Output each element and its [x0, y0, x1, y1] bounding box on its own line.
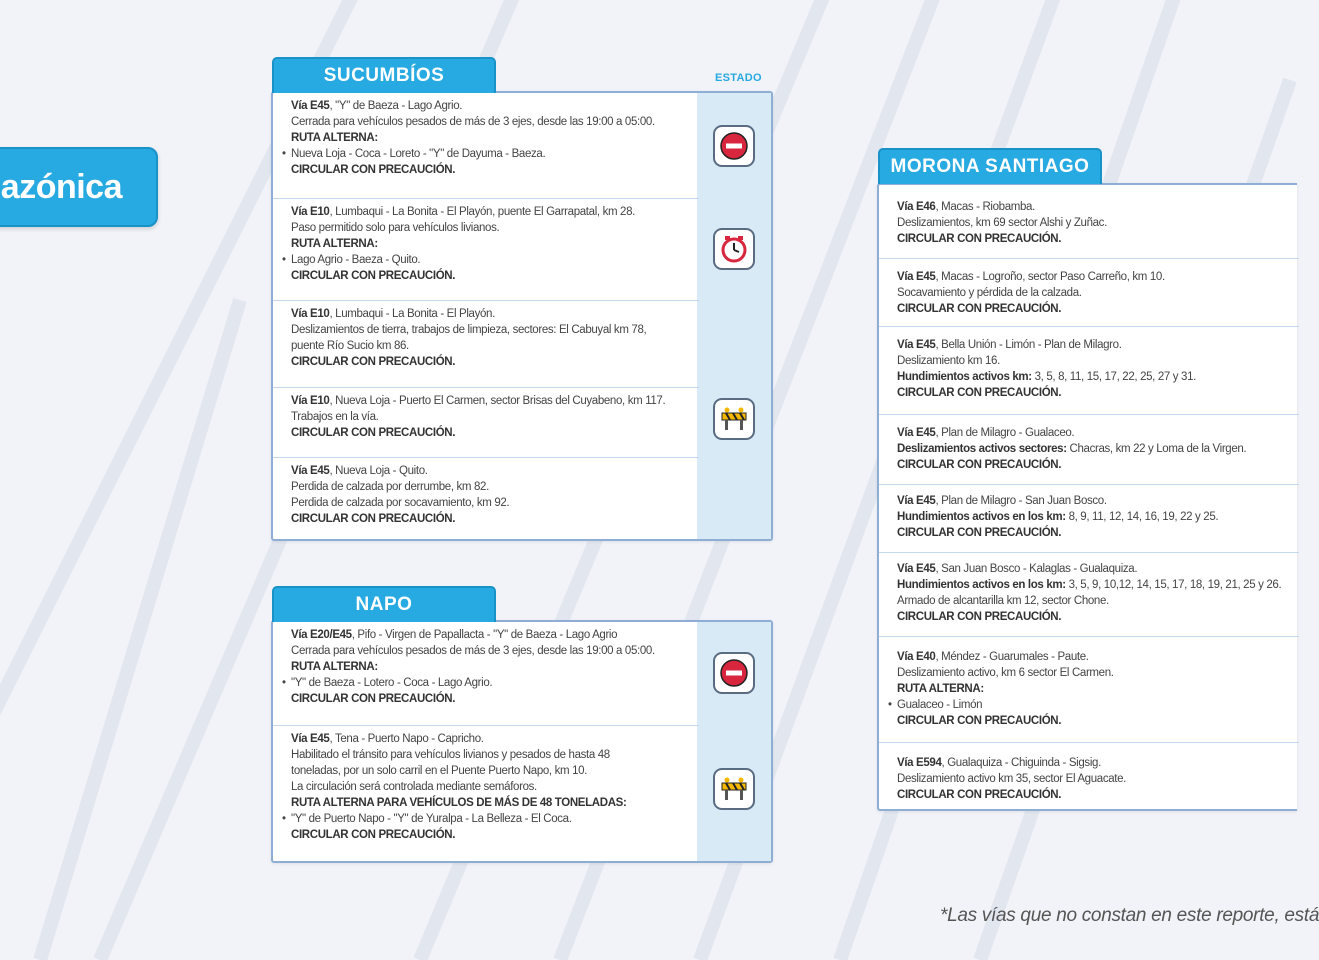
- road-entry: Vía E40, Méndez - Guarumales - Paute. Deslizamiento activo, km 6 sector El Carmen. RUTA ALTERNA: • Gualaceo - Limón CIRCULAR CON PRECAUCIÓN.: [879, 637, 1299, 743]
- clock-icon: [713, 228, 755, 270]
- region-title-tab: [0, 147, 158, 227]
- road-entry: Vía E45, Macas - Logroño, sector Paso Carreño, km 10. Socavamiento y pérdida de la calzada. CIRCULAR CON PRECAUCIÓN.: [879, 259, 1299, 327]
- morona-santiago-panel: [877, 183, 1297, 811]
- region-title: azónica: [0, 167, 122, 206]
- road-entry: Vía E594, Gualaquiza - Chiguinda - Sigsig. Deslizamiento activo km 35, sector El Aguacate. CIRCULAR CON PRECAUCIÓN.: [897, 757, 1126, 801]
- road-entry: Vía E10, Lumbaqui - La Bonita - El Playón. Deslizamientos de tierra, trabajos de limpieza, sectores: El Cabuyal km 78, puente Río Sucio km 86. CIRCULAR CON PRECAUCIÓN.: [273, 301, 699, 388]
- footnote: *Las vías que no constan en este reporte, está: [940, 905, 1319, 926]
- road-entry: Vía E10, Nueva Loja - Puerto El Carmen, sector Brisas del Cuyabeno, km 117. Trabajos en la vía. CIRCULAR CON PRECAUCIÓN.: [273, 388, 699, 458]
- road-entry: Vía E46, Macas - Riobamba. Deslizamientos, km 69 sector Alshi y Zuñac. CIRCULAR CON PRECAUCIÓN.: [879, 185, 1299, 259]
- road-entry: Vía E45, San Juan Bosco - Kalaglas - Gualaquiza. Hundimientos activos en los km: 3, 5, 9, 10,12, 14, 15, 17, 18, 19, 21, 25 y 26. Armado de alcantarilla km 12, sector Chone. CIRCULAR CON PRECAUCIÓN.: [879, 553, 1299, 637]
- roadwork-barrier-icon: [713, 398, 755, 440]
- no-entry-icon: [713, 125, 755, 167]
- road-entry: Vía E20/E45, Pifo - Virgen de Papallacta - "Y" de Baeza - Lago Agrio Cerrada para vehículos pesados de más de 3 ejes, desde las 19:00 a 05:00. RUTA ALTERNA: • "Y" de Baeza - Lotero - Coca - Lago Agrio. CIRCULAR CON PRECAUCIÓN.: [273, 622, 699, 726]
- napo-panel: [271, 620, 773, 863]
- road-entry: Vía E45, Bella Unión - Limón - Plan de Milagro. Deslizamiento km 16. Hundimientos activos km: 3, 5, 8, 11, 15, 17, 22, 25, 27 y 31. CIRCULAR CON PRECAUCIÓN.: [879, 327, 1299, 415]
- no-entry-icon: [713, 652, 755, 694]
- road-entry: Vía E45, Tena - Puerto Napo - Capricho. Habilitado el tránsito para vehículos livianos y pesados de hasta 48 toneladas, por un solo carril en el Puente Puerto Napo, km 10. La circulación será controlada mediante semáforos. RUTA ALTERNA PARA VEHÍCULOS DE MÁS DE 48 TONELADAS: • "Y" de Puerto Napo - "Y" de Yuralpa - La Belleza - El Coca. CIRCULAR CON PRECAUCIÓN.: [273, 726, 699, 865]
- napo-header: NAPO: [272, 586, 496, 622]
- road-entry: Vía E45, "Y" de Baeza - Lago Agrio. Cerrada para vehículos pesados de más de 3 ejes, desde las 19:00 a 05:00. RUTA ALTERNA: • Nueva Loja - Coca - Loreto - "Y" de Dayuma - Baeza. CIRCULAR CON PRECAUCIÓN.: [273, 93, 699, 199]
- sucumbios-header: SUCUMBÍOS: [272, 57, 496, 93]
- road-entry: Vía E45, Plan de Milagro - San Juan Bosco. Hundimientos activos en los km: 8, 9, 11, 12, 14, 16, 19, 22 y 25. CIRCULAR CON PRECAUCIÓN.: [879, 485, 1299, 553]
- roadwork-barrier-icon: [713, 768, 755, 810]
- estado-label: ESTADO: [715, 72, 762, 84]
- sucumbios-panel: [271, 91, 773, 541]
- road-entry: Vía E45, Nueva Loja - Quito. Perdida de calzada por derrumbe, km 82. Perdida de calzada por socavamiento, km 92. CIRCULAR CON PRECAUCIÓN.: [291, 465, 510, 525]
- morona-santiago-header: MORONA SANTIAGO: [878, 148, 1102, 184]
- road-entry: Vía E10, Lumbaqui - La Bonita - El Playón, puente El Garrapatal, km 28. Paso permitido solo para vehículos livianos. RUTA ALTERNA: • Lago Agrio - Baeza - Quito. CIRCULAR CON PRECAUCIÓN.: [273, 199, 699, 301]
- road-entry: Vía E45, Plan de Milagro - Gualaceo. Deslizamientos activos sectores: Chacras, km 22 y Loma de la Virgen. CIRCULAR CON PRECAUCIÓN.: [879, 415, 1299, 485]
